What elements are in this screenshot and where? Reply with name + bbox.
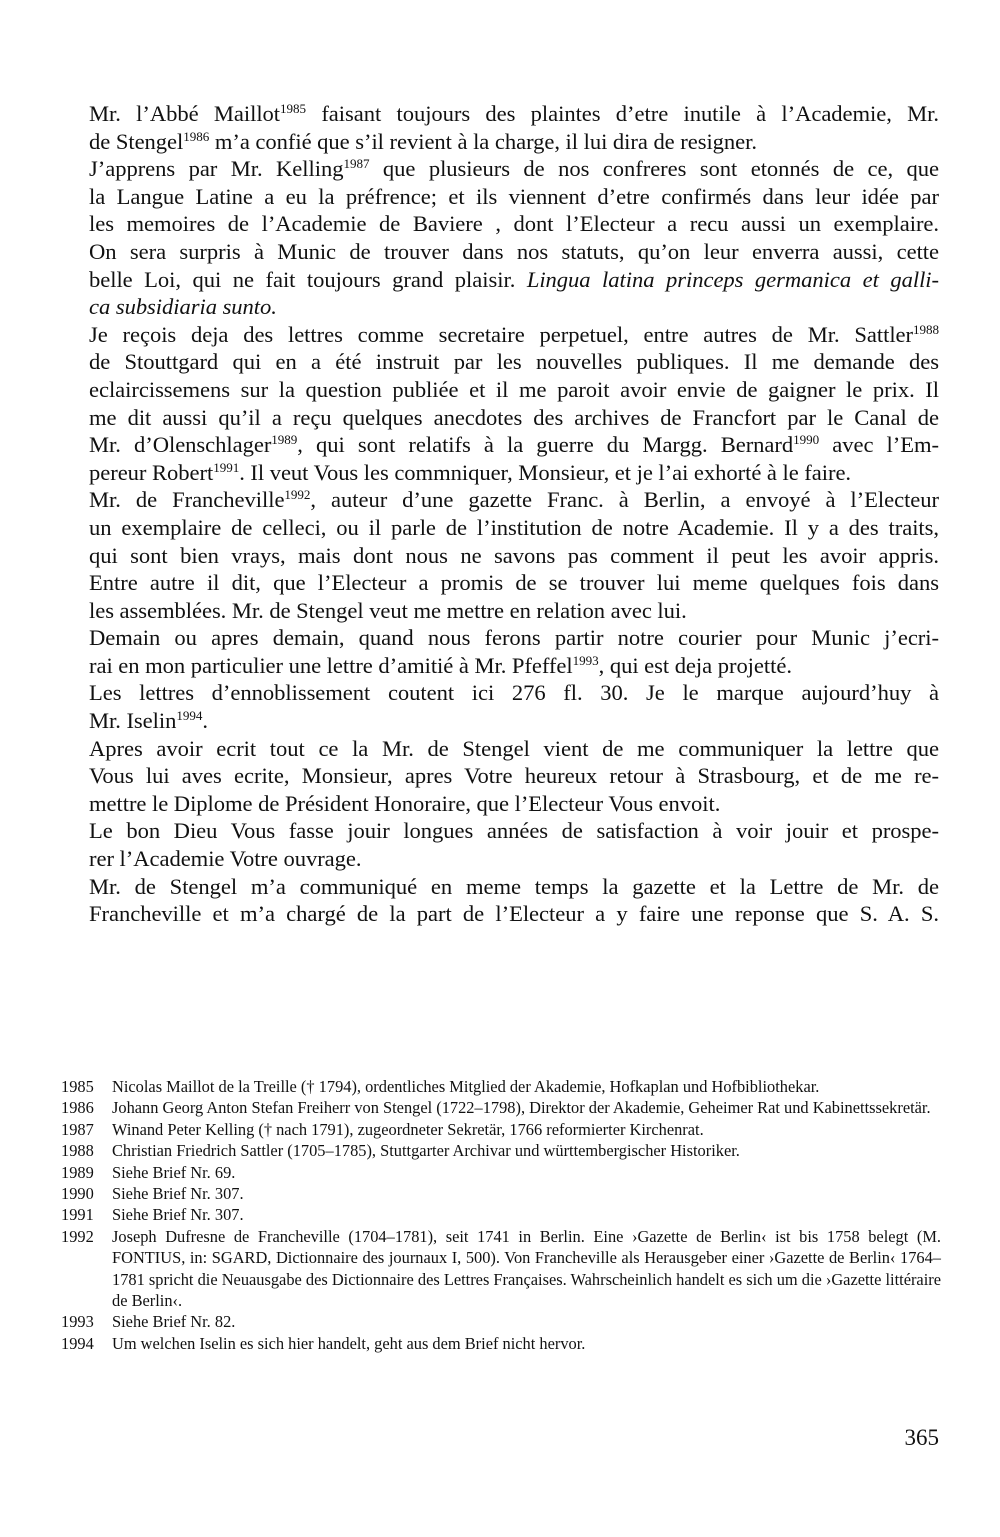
footnote-number: 1987 (61, 1119, 94, 1139)
footnote-number: 1989 (61, 1162, 94, 1182)
paragraph (61, 735, 939, 818)
footnote (61, 1333, 941, 1354)
footnote-number: 1992 (61, 1226, 94, 1246)
footnote (61, 1119, 941, 1140)
text-line: rer l’Academie Votre ouvrage. (89, 846, 362, 872)
text-line: Mr. de Stengel m’a communiqué en meme temps la gazette et la Lettre de Mr. de (89, 873, 939, 899)
text-line: Mr. l’Abbé Maillot$^{1985}$ faisant toujours des plaintes d’etre inutile à l’Academie, Mr. (89, 100, 939, 126)
text-line: Je reçois deja des lettres comme secretaire perpetuel, entre autres de Mr. Sattler$^{1988}$ (89, 321, 939, 347)
footnote-number: 1985 (61, 1077, 94, 1096)
text-line: Mr. de Francheville$^{1992}$, auteur d’une gazette Franc. à Berlin, a envoyé à l’Electeur (89, 487, 939, 513)
main-text (61, 100, 939, 928)
footnote (61, 1204, 941, 1225)
text-line: ca subsidiaria sunto. (89, 294, 277, 320)
text-line: Vous lui aves ecrite, Monsieur, apres Votre heureux retour à Strasbourg, et de me re- (89, 763, 939, 789)
text-line: belle Loi, qui ne fait toujours grand plaisir. Lingua latina princeps germanica et galli- (89, 266, 939, 292)
footnote (61, 1140, 941, 1161)
paragraph (61, 679, 939, 734)
text-line: Demain ou apres demain, quand nous ferons partir notre courier pour Munic j’ecri- (89, 625, 939, 651)
paragraph (61, 817, 939, 872)
footnote-list (61, 1076, 941, 1354)
footnote-text: Johann Georg Anton Stefan Freiherr von Stengel (1722–1798), Direktor der Akademie, Geheimer Rat und Kabinettssekretär. (112, 1098, 931, 1118)
footnote-number: 1986 (61, 1098, 94, 1118)
footnote-number: 1994 (61, 1333, 94, 1353)
text-line: pereur Robert$^{1991}$. Il veut Vous les commniquer, Monsieur, et je l’ai exhorté à le faire. (89, 459, 852, 485)
footnote (61, 1076, 941, 1097)
text-line: Francheville et m’a chargé de la part de l’Electeur a y faire une reponse que S. A. S. (89, 901, 939, 927)
footnote-number: 1993 (61, 1312, 94, 1332)
footnote (61, 1162, 941, 1183)
text-line: J’apprens par Mr. Kelling$^{1987}$ que plusieurs de nos confreres sont etonnés de ce, que (89, 156, 939, 182)
footnote (61, 1311, 941, 1332)
text-line: eclaircissemens sur la question publiée et il me paroit avoir envie de gaigner le prix. Il (89, 376, 939, 402)
text-line: qui sont bien vrays, mais dont nous ne savons pas comment il peut les avoir appris. (89, 542, 939, 568)
paragraph (61, 321, 939, 487)
footnote-text: Siehe Brief Nr. 307. (112, 1205, 244, 1225)
text-line: les assemblées. Mr. de Stengel veut me mettre en relation avec lui. (89, 597, 687, 623)
text-line: me dit aussi qu’il a reçu quelques anecdotes des archives de Francfort par le Canal de (89, 404, 939, 430)
footnote-text: Joseph Dufresne de Francheville (1704–1781), seit 1741 in Berlin. Eine ›Gazette de Berlin‹ ist bis 1758 belegt (M. FONTIUS, in: SGARD, Dictionnaire des journaux I, 500). Von Francheville als Herausgeber einer ›Gazette de Berlin‹ 1764–1781 spricht die Neuausgabe des Dictionnaire des Lettres Françaises. Wahrscheinlich handelt es sich um die ›Gazette littéraire de Berlin‹. (112, 1226, 941, 1311)
text-line: de Stouttgard qui en a été instruit par les nouvelles publiques. Il me demande des (89, 349, 939, 375)
footnote-number: 1991 (61, 1205, 94, 1225)
paragraph (61, 155, 939, 321)
footnote-text: Christian Friedrich Sattler (1705–1785), Stuttgarter Archivar und württembergischer Historiker. (112, 1141, 740, 1161)
text-line: mettre le Diplome de Président Honoraire, que l’Electeur Vous envoit. (89, 790, 721, 816)
page-number: 365 (904, 1425, 939, 1450)
footnote (61, 1097, 941, 1118)
footnote (61, 1226, 941, 1312)
paragraph (61, 873, 939, 928)
footnote (61, 1183, 941, 1204)
text-line: les memoires de l’Academie de Baviere , dont l’Electeur a recu aussi un exemplaire. (89, 211, 939, 237)
text-line: On sera surpris à Munic de trouver dans nos statuts, qu’on leur enverra aussi, cette (89, 238, 939, 264)
text-line: Apres avoir ecrit tout ce la Mr. de Stengel vient de me communiquer la lettre que (89, 735, 939, 761)
footnote-text: Nicolas Maillot de la Treille († 1794), ordentliches Mitglied der Akademie, Hofkaplan und Hofbibliothekar. (112, 1077, 820, 1096)
text-line: un exemplaire de celleci, ou il parle de l’institution de notre Academie. Il y a des traits, (89, 514, 939, 540)
paragraph (61, 486, 939, 624)
paragraph-container (61, 100, 939, 928)
text-line: Les lettres d’ennoblissement coutent ici 276 fl. 30. Je le marque aujourd’huy à (89, 680, 939, 706)
footnote-text: Um welchen Iselin es sich hier handelt, geht aus dem Brief nicht hervor. (112, 1333, 586, 1353)
footnote-number: 1990 (61, 1184, 94, 1204)
text-line: Entre autre il dit, que l’Electeur a promis de se trouver lui meme quelques fois dans (89, 570, 939, 596)
text-line: Le bon Dieu Vous fasse jouir longues années de satisfaction à voir jouir et prospe- (89, 818, 939, 844)
footnote-text: Winand Peter Kelling († nach 1791), zugeordneter Sekretär, 1766 reformierter Kirchenrat. (112, 1119, 704, 1139)
footnote-text: Siehe Brief Nr. 69. (112, 1162, 236, 1182)
footnote-text: Siehe Brief Nr. 307. (112, 1184, 244, 1204)
footnote-text: Siehe Brief Nr. 82. (112, 1312, 236, 1332)
text-line: de Stengel$^{1986}$ m’a confié que s’il revient à la charge, il lui dira de resigner. (89, 128, 757, 154)
text-line: Mr. Iselin$^{1994}$. (89, 707, 208, 734)
text-line: la Langue Latine a eu la préfrence; et ils viennent d’etre confirmés dans leur idée par (89, 183, 939, 209)
text-line: rai en mon particulier une lettre d’amitié à Mr. Pfeffel$^{1993}$, qui est deja projetté. (89, 652, 792, 678)
paragraph (61, 624, 939, 679)
paragraph (61, 100, 939, 155)
footnote-number: 1988 (61, 1141, 94, 1161)
text-line: Mr. d’Olenschlager$^{1989}$, qui sont relatifs à la guerre du Margg. Bernard$^{1990}$ avec l’Em- (89, 432, 939, 458)
footnotes (61, 1076, 941, 1354)
